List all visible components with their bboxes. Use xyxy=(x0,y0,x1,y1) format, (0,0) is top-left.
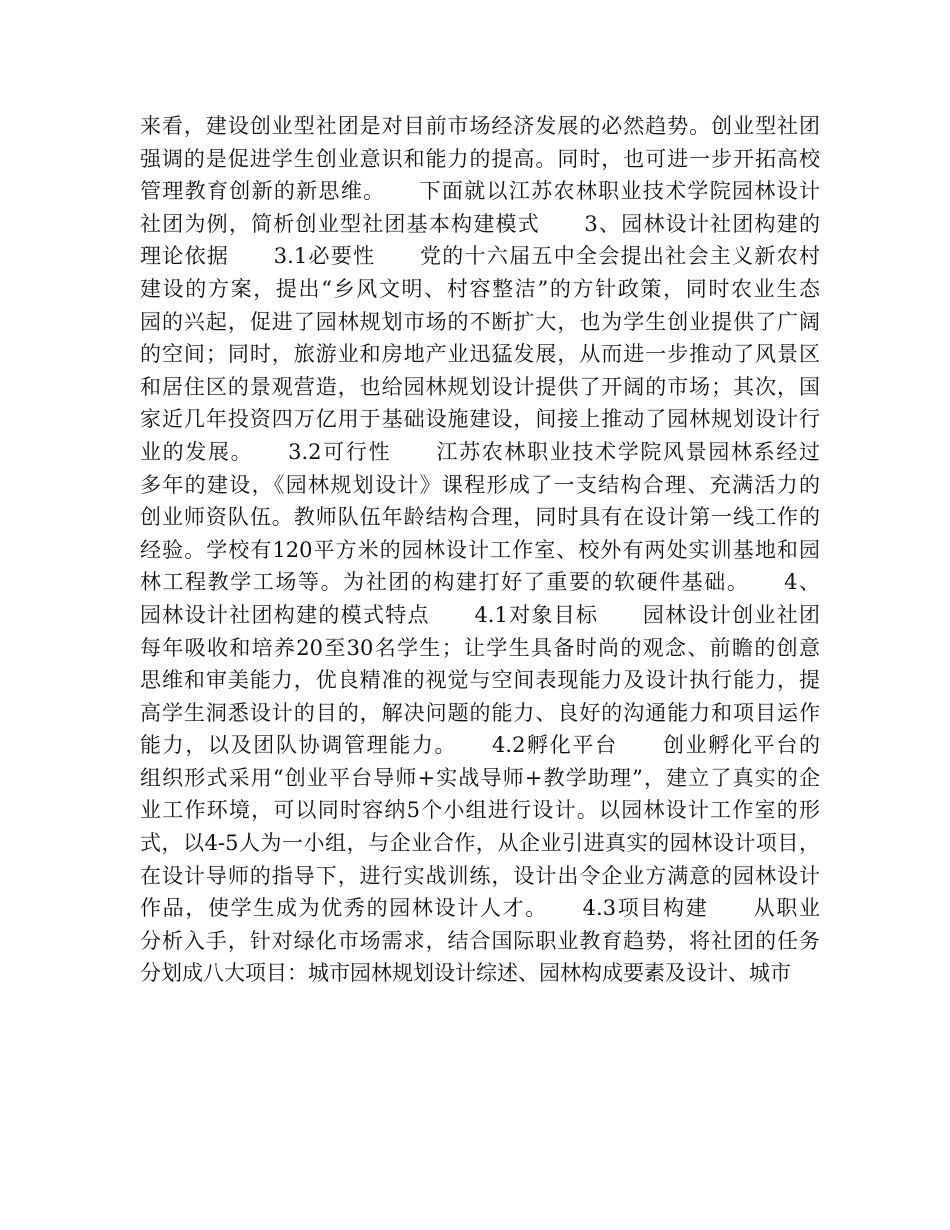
text-line-3: 管理教育创新的新思维。 下面就以江苏农林职业技术学院园林设计 xyxy=(140,179,820,204)
text-line-20: 能力，以及团队协调管理能力。 4.2孵化平台 创业孵化平台的 xyxy=(140,733,820,758)
text-line-26: 分析入手，针对绿化市场需求，结合国际职业教育趋势，将社团的任务 xyxy=(140,928,820,953)
text-line-27: 分划成八大项目：城市园林规划设计综述、园林构成要素及设计、城市 xyxy=(140,961,791,986)
text-line-2: 强调的是促进学生创业意识和能力的提高。同时，也可进一步开拓高校 xyxy=(140,146,820,171)
text-line-16: 园林设计社团构建的模式特点 4.1对象目标 园林设计创业社团 xyxy=(140,602,820,627)
text-line-19: 高学生洞悉设计的目的，解决问题的能力、良好的沟通能力和项目运作 xyxy=(140,700,820,725)
text-line-9: 和居住区的景观营造，也给园林规划设计提供了开阔的市场；其次，国 xyxy=(140,374,820,399)
text-line-13: 创业师资队伍。教师队伍年龄结构合理，同时具有在设计第一线工作的 xyxy=(140,505,820,530)
text-line-11: 业的发展。 3.2可行性 江苏农林职业技术学院风景园林系经过 xyxy=(140,439,820,464)
text-line-6: 建设的方案，提出“乡风文明、村容整洁”的方针政策，同时农业生态 xyxy=(140,276,820,301)
text-line-17: 每年吸收和培养20至30名学生；让学生具备时尚的观念、前瞻的创意 xyxy=(140,635,820,660)
text-line-1: 来看，建设创业型社团是对目前市场经济发展的必然趋势。创业型社团 xyxy=(140,114,820,138)
text-line-5: 理论依据 3.1必要性 党的十六届五中全会提出社会主义新农村 xyxy=(140,244,820,269)
text-line-25: 作品，使学生成为优秀的园林设计人才。 4.3项目构建 从职业 xyxy=(140,896,820,921)
text-line-21: 组织形式采用“创业平台导师+实战导师+教学助理”，建立了真实的企 xyxy=(140,765,820,790)
body-text xyxy=(140,110,820,990)
text-line-22: 业工作环境，可以同时容纳5个小组进行设计。以园林设计工作室的形 xyxy=(140,798,820,823)
text-line-24: 在设计导师的指导下，进行实战训练，设计出令企业方满意的园林设计 xyxy=(140,863,820,888)
text-line-23: 式，以4-5人为一小组，与企业合作，从企业引进真实的园林设计项目， xyxy=(140,831,820,856)
text-line-15: 林工程教学工场等。为社团的构建打好了重要的软硬件基础。 4、 xyxy=(140,570,820,595)
text-line-12: 多年的建设，《园林规划设计》课程形成了一支结构合理、充满活力的 xyxy=(140,472,820,497)
text-line-14: 经验。学校有120平方米的园林设计工作室、校外有两处实训基地和园 xyxy=(140,537,820,562)
text-line-7: 园的兴起，促进了园林规划市场的不断扩大，也为学生创业提供了广阔 xyxy=(140,309,820,334)
text-line-10: 家近几年投资四万亿用于基础设施建设，间接上推动了园林规划设计行 xyxy=(140,407,820,432)
text-line-4: 社团为例，简析创业型社团基本构建模式 3、园林设计社团构建的 xyxy=(140,211,820,236)
text-line-18: 思维和审美能力，优良精准的视觉与空间表现能力及设计执行能力，提 xyxy=(140,668,820,693)
text-line-8: 的空间；同时，旅游业和房地产业迅猛发展，从而进一步推动了风景区 xyxy=(140,342,820,367)
